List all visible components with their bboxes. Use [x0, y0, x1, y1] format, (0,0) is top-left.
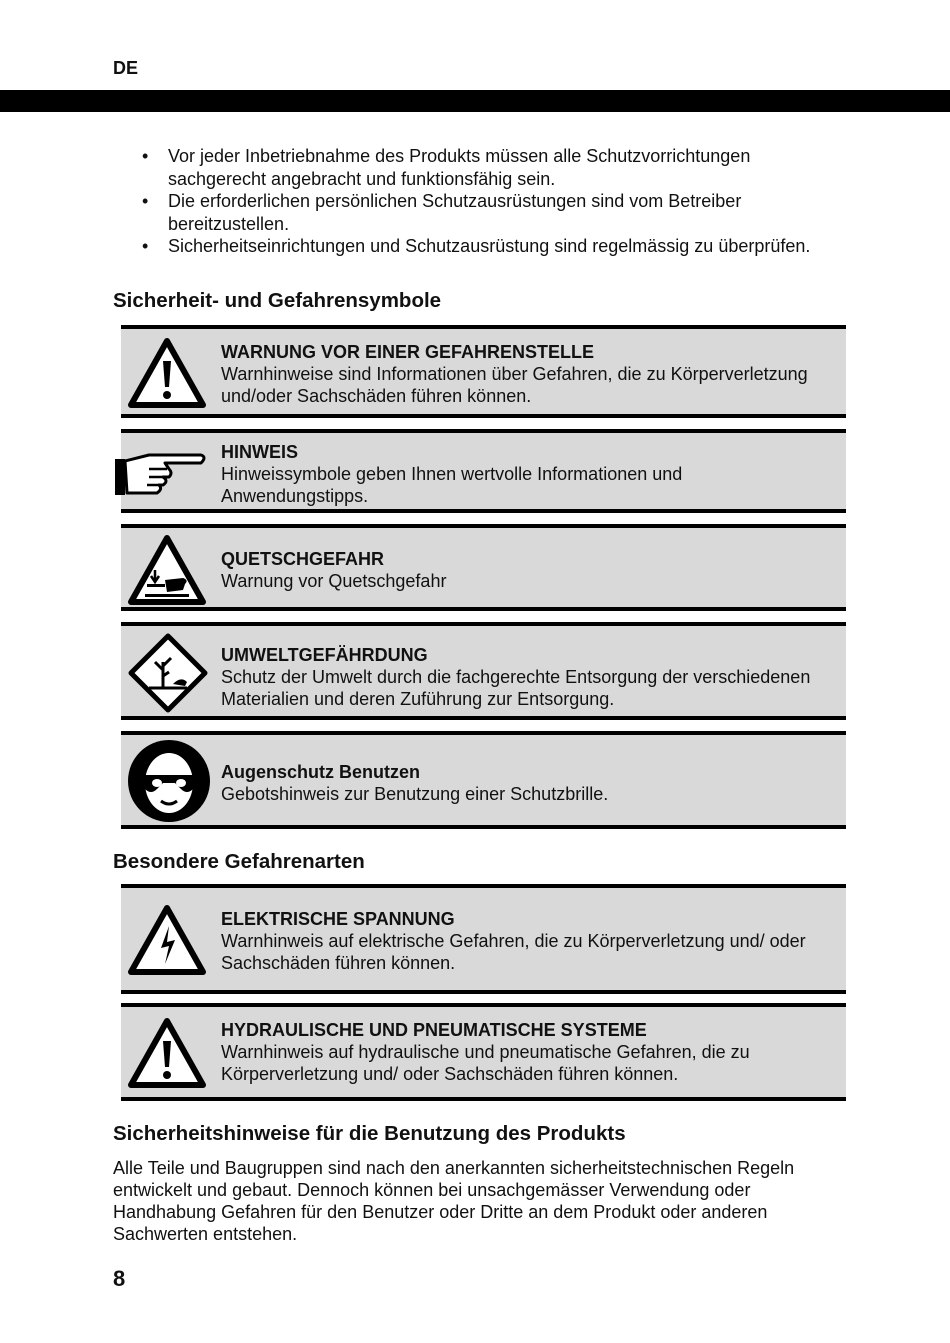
symbol-description: Warnung vor Quetschgefahr: [221, 571, 447, 591]
symbol-title: HINWEIS: [221, 442, 299, 462]
symbol-title: ELEKTRISCHE SPANNUNG: [221, 909, 455, 929]
symbol-description: Warnhinweis auf hydraulische und pneumatische Gefahren, die zu Körperverletzung und/ oder Sachschäden führen können.: [221, 1042, 750, 1084]
symbol-box-crush: [121, 524, 846, 611]
symbol-description: Hinweissymbole geben Ihnen wertvolle Informationen und Anwendungstipps.: [221, 464, 683, 506]
language-label: DE: [113, 58, 139, 78]
section-heading-hazards: Besondere Gefahrenarten: [113, 850, 365, 873]
symbol-title: WARNUNG VOR EINER GEFAHRENSTELLE: [221, 342, 595, 362]
symbol-box-hydraulic: [121, 1003, 846, 1101]
symbol-title: Augenschutz Benutzen: [221, 762, 421, 782]
symbol-box-electric: [121, 884, 846, 994]
list-item: • Vor jeder Inbetriebnahme des Produkts müssen alle Schutzvorrichtungen sachgerecht angebracht und funktionsfähig sein.: [142, 146, 751, 189]
section-heading-usage: Sicherheitshinweise für die Benutzung des Produkts: [113, 1122, 626, 1145]
warning-triangle-icon: [127, 337, 207, 409]
list-item: • Die erforderlichen persönlichen Schutzausrüstungen sind vom Betreiber bereitzustellen.: [142, 191, 742, 234]
symbol-description: Gebotshinweis zur Benutzung einer Schutzbrille.: [221, 784, 609, 804]
electric-hazard-icon: [127, 904, 207, 976]
symbol-title: UMWELTGEFÄHRDUNG: [221, 645, 428, 665]
warning-triangle-icon: [127, 1017, 207, 1089]
symbol-title: HYDRAULISCHE UND PNEUMATISCHE SYSTEME: [221, 1020, 647, 1040]
symbol-box-environment: [121, 622, 846, 720]
symbol-box-warning: [121, 325, 846, 418]
eye-protection-icon: [127, 739, 211, 823]
symbol-box-eye-protection: [121, 731, 846, 829]
list-item: • Sicherheitseinrichtungen und Schutzausrüstung sind regelmässig zu überprüfen.: [142, 236, 811, 256]
symbol-box-hint: [121, 429, 846, 513]
symbol-title: QUETSCHGEFAHR: [221, 549, 385, 569]
environment-hazard-icon: [127, 632, 209, 714]
header-bar: [0, 90, 950, 112]
page-number: 8: [113, 1266, 126, 1291]
pointing-hand-icon: [113, 447, 209, 503]
symbol-description: Schutz der Umwelt durch die fachgerechte Entsorgung der verschiedenen Materialien und deren Zuführung zur Entsorgung.: [221, 667, 811, 709]
symbol-description: Warnhinweise sind Informationen über Gefahren, die zu Körperverletzung und/oder Sachschäden führen können.: [221, 364, 808, 406]
section-heading-symbols: Sicherheit- und Gefahrensymbole: [113, 289, 442, 312]
crush-hazard-icon: [127, 534, 207, 606]
symbol-description: Warnhinweis auf elektrische Gefahren, die zu Körperverletzung und/ oder Sachschäden führen können.: [221, 931, 806, 973]
usage-paragraph: Alle Teile und Baugruppen sind nach den anerkannten sicherheitstechnischen Regeln entwickelt und gebaut. Dennoch können bei unsachgemässer Verwendung oder Handhabung Gefahren für den Benutzer oder Dritte an dem Produkt oder anderen Sachwerten entstehen.: [113, 1158, 795, 1244]
safety-bullet-list: [140, 145, 840, 258]
